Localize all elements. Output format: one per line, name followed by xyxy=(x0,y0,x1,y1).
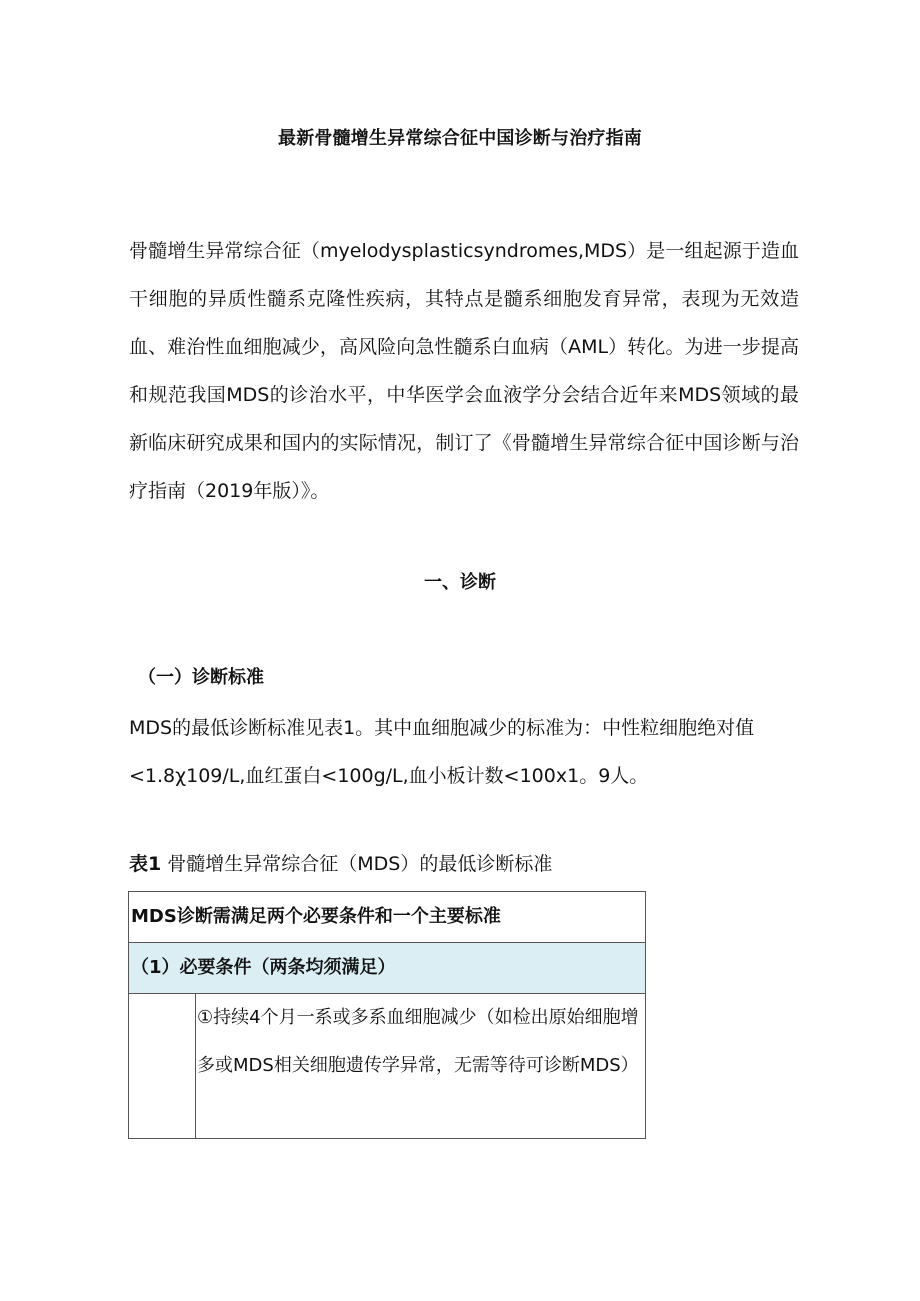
table-header-cell: MDS诊断需满足两个必要条件和一个主要标准 xyxy=(129,892,646,943)
document-title: 最新骨髓增生异常综合征中国诊断与治疗指南 xyxy=(278,128,642,149)
table-header-row xyxy=(129,892,646,943)
table-caption xyxy=(129,848,552,880)
sub-heading-criteria: （一）诊断标准 xyxy=(138,667,264,688)
table-caption-text: 骨髓增生异常综合征（MDS）的最低诊断标准 xyxy=(161,853,553,875)
table-item-cell xyxy=(196,994,646,1139)
table-section-cell: （1）必要条件（两条均须满足） xyxy=(129,943,646,994)
intro-paragraph: 骨髓增生异常综合征（myelodysplasticsyndromes,MDS）是一组起源于造血干细胞的异质性髓系克隆性疾病，其特点是髓系细胞发育异常，表现为无效造血、难治性血细胞减少，高风险向急性髓系白血病（AML）转化。为进一步提高和规范我国MDS的诊治水平，中华医学会血液学分会结合近年来MDS领域的最新临床研究成果和国内的实际情况，制订了《骨髓增生异常综合征中国诊断与治疗指南（2019年版）》。 xyxy=(129,240,799,502)
table-empty-cell xyxy=(129,994,196,1139)
criteria-paragraph: MDS的最低诊断标准见表1。其中血细胞减少的标准为：中性粒细胞绝对值<1.8χ109/L,血红蛋白<100g/L,血小板计数<100x1。9人。 xyxy=(129,717,755,787)
table-row xyxy=(129,994,646,1139)
table-item-text: ①持续4个月一系或多系血细胞减少（如检出原始细胞增多或MDS相关细胞遗传学异常，无需等待可诊断MDS） xyxy=(197,1007,639,1076)
criteria-table xyxy=(128,891,646,1139)
table-caption-label: 表1 xyxy=(129,853,162,875)
section-heading-diagnosis: 一、诊断 xyxy=(424,572,496,593)
table-section-row xyxy=(129,943,646,994)
